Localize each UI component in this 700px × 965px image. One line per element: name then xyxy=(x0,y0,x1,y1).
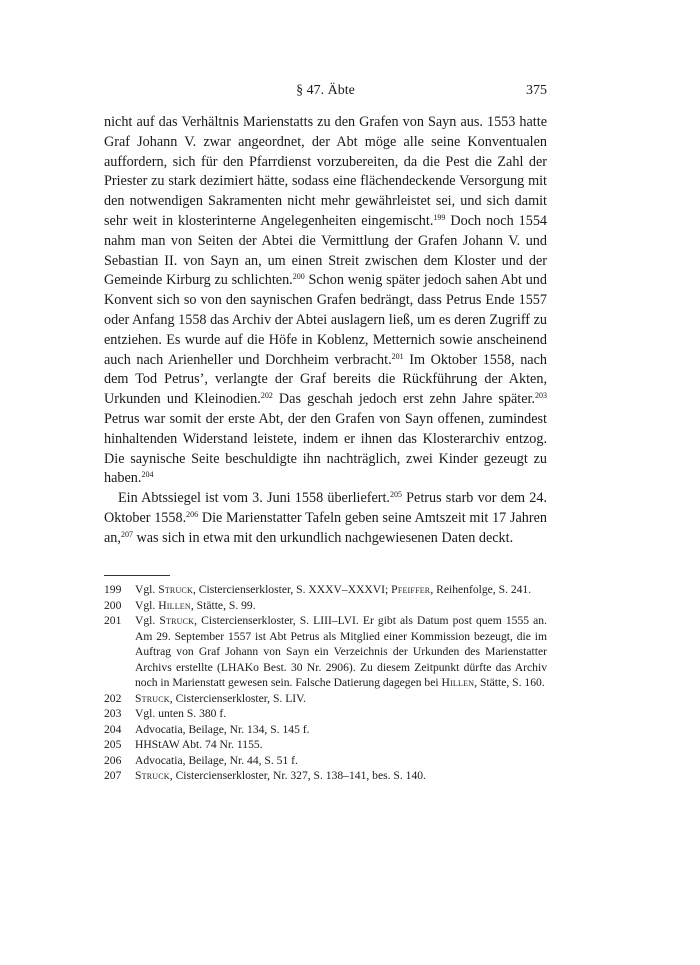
footnote-text: Advocatia, Beilage, Nr. 134, S. 145 f. xyxy=(135,722,310,736)
footnote-ref[interactable]: 199 xyxy=(433,212,446,222)
text-run: , Stätte, S. 160. xyxy=(474,676,545,689)
footnote-separator xyxy=(104,575,170,576)
footnote-number: 199 xyxy=(104,583,122,596)
text-run: , Cistercienserkloster, S. LIV. xyxy=(169,691,306,705)
footnote-number: 202 xyxy=(104,691,122,705)
text-run: Petrus war somit der erste Abt, der den Grafen von Sayn offenen, zumindest hinhaltenden Widerstand leistete, indem er ihnen das Klosterarchiv entzog. Die saynische Seite beschuldigte ihn nachträglich, zwei Kinder gezeugt zu haben. xyxy=(104,410,547,487)
running-header xyxy=(104,83,547,105)
author-name: Struck xyxy=(159,614,195,627)
footnote-number: 204 xyxy=(104,722,122,736)
footnote-text xyxy=(135,613,547,691)
footnote-ref[interactable]: 203 xyxy=(535,391,547,401)
author-name: Pfeiffer xyxy=(391,583,431,596)
text-run: Petrus starb vor dem 24. Oktober 1558. xyxy=(104,490,547,526)
text-run: Vgl. xyxy=(135,614,160,627)
text-run: Schon wenig später jedoch sahen Abt und Konvent sich so von den saynischen Grafen bedrängt, dass Petrus Ende 1557 oder Anfang 1558 das Archiv der Abtei auslagern ließ, um es deren Zugriff zu entziehen. Es wurde auf die Höfe in Koblenz, Metternich sowie anscheinend auch nach Arienheller und Dorchheim verbracht. xyxy=(104,272,547,368)
text-run: nicht auf das Verhältnis Marienstatts zu den Grafen von Sayn aus. 1553 hatte Graf Johann V. zwar angeordnet, der Abt möge alle seine Konventualen auffordern, sich für den Pfarrdienst vorzubereiten, da die Pest die Zahl der Priester zu stark dezimiert hätte, sodass eine flächendeckende Versorgung mit den notwendigen Sakramenten nicht mehr gewährleistet sei, und sich damit sehr weit in klosterinterne Angelegenheiten eingemischt. xyxy=(104,114,547,229)
text-run: , Reihenfolge, S. 241. xyxy=(430,583,532,596)
text-run: Das geschah jedoch erst zehn Jahre später. xyxy=(272,391,535,408)
footnote-201 xyxy=(104,613,547,691)
footnote-number: 203 xyxy=(104,707,122,720)
footnote-ref[interactable]: 200 xyxy=(292,272,305,282)
footnote-ref[interactable]: 205 xyxy=(389,490,402,500)
section-title: § 47. Äbte xyxy=(296,83,355,98)
paragraph xyxy=(104,489,547,548)
footnote-204 xyxy=(104,722,547,738)
page-number: 375 xyxy=(526,83,547,98)
footnote-205 xyxy=(104,737,547,753)
footnote-text xyxy=(135,691,547,707)
footnote-number: 200 xyxy=(104,598,122,612)
text-run: Vgl. xyxy=(135,598,159,612)
footnote-200 xyxy=(104,598,547,614)
footnote-199 xyxy=(104,582,547,598)
paragraph xyxy=(104,113,547,489)
text-run: Die Marienstatter Tafeln geben seine Amtszeit mit 17 Jahren an, xyxy=(104,509,547,546)
text-run: was sich in etwa mit den urkundlich nachgewiesenen Daten deckt. xyxy=(132,529,514,546)
author-name: Struck xyxy=(135,769,170,782)
body-text xyxy=(104,113,547,549)
footnote-number: 201 xyxy=(104,614,122,627)
footnote-number: 206 xyxy=(104,753,122,767)
text-run: , Cistercienserkloster, S. LIII–LVI. Er gibt als Datum post quem 1555 an. Am 29. September 1557 ist Abt Petrus als Mitglied einer Kommission bezeugt, die im Auftrag von Graf Johann von Sayn ein Verzeichnis der Urkunden des Marienstatter Archivs erstellte (LHAKo Best. 30 Nr. 2906). Zu diesem Zeitpunkt dürfte das Archiv noch in Marienstatt gewesen sein. Falsche Datierung dagegen bei xyxy=(135,614,548,689)
footnote-number: 205 xyxy=(104,738,122,751)
footnote-text: HHStAW Abt. 74 Nr. 1155. xyxy=(135,738,263,751)
text-run: Vgl. xyxy=(135,583,159,596)
footnote-ref[interactable]: 204 xyxy=(141,470,154,480)
footnote-206 xyxy=(104,753,547,769)
footnote-number: 207 xyxy=(104,769,122,782)
footnote-ref[interactable]: 201 xyxy=(391,351,404,361)
footnote-text: Advocatia, Beilage, Nr. 44, S. 51 f. xyxy=(135,753,298,767)
footnote-207 xyxy=(104,768,547,784)
text-run: , Cistercienserkloster, S. XXXV–XXXVI; xyxy=(192,583,392,596)
footnote-text: Vgl. unten S. 380 f. xyxy=(135,707,227,720)
text-run: , Stätte, S. 99. xyxy=(190,598,256,612)
author-name: Hillen xyxy=(158,598,191,612)
footnote-text xyxy=(135,768,547,784)
footnote-text xyxy=(135,582,547,598)
footnote-ref[interactable]: 207 xyxy=(120,529,133,539)
footnote-ref[interactable]: 202 xyxy=(260,391,273,401)
footnote-ref[interactable]: 206 xyxy=(186,509,199,519)
footnotes xyxy=(104,582,547,784)
text-run: , Cistercienserkloster, Nr. 327, S. 138–141, bes. S. 140. xyxy=(169,769,426,782)
text-run: Ein Abtssiegel ist vom 3. Juni 1558 überliefert. xyxy=(118,490,390,507)
footnote-text xyxy=(135,598,547,614)
text-run: Doch noch 1554 nahm man von Seiten der Abtei die Vermittlung der Grafen Johann V. und Sebastian II. von Sayn an, um einen Streit zwischen dem Kloster und der Gemeinde Kirburg zu schlichten. xyxy=(104,212,548,289)
author-name: Hillen xyxy=(441,676,475,689)
text-run: Im Oktober 1558, nach dem Tod Petrus’, verlangte der Graf bereits die Rückführung der Akten, Urkunden und Kleinodien. xyxy=(104,351,547,408)
footnote-202 xyxy=(104,691,547,707)
author-name: Struck xyxy=(158,583,193,596)
author-name: Struck xyxy=(135,691,170,705)
footnote-203 xyxy=(104,706,547,722)
